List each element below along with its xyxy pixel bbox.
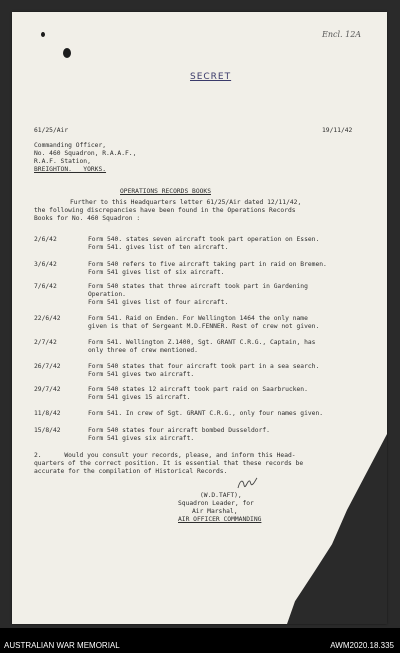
signatory-name: (W.D.TAFT), [200,492,242,499]
subject-heading: OPERATIONS RECORDS BOOKS [120,188,211,195]
signatory-title: Air Marshal, [192,508,238,515]
entry-line: Form 541 gives two aircraft. [88,371,195,378]
entry-line: Form 540 states 12 aircraft took part raid on Saarbrucken. [88,386,308,393]
entry-date: 2/7/42 [34,339,57,346]
address-line: R.A.F. Station, [34,158,91,165]
entry-line: Form 541 gives list of four aircraft. [88,299,229,306]
entry-line: Form 540 states four aircraft bombed Dusseldorf. [88,427,270,434]
intro-line: the following discrepancies have been found in the Operations Records [34,207,296,214]
entry-date: 26/7/42 [34,363,61,370]
entry-date: 29/7/42 [34,386,61,393]
classification-stamp: SECRET [190,72,232,82]
entry-line: Form 540 refers to five aircraft taking part in raid on Bremen. [88,261,327,268]
closing-line: quarters of the correct position. It is essential that these records be [34,460,304,467]
punch-hole [63,48,71,58]
handwritten-signature [236,476,258,492]
signatory-rank: Squadron Leader, for [178,500,254,507]
entry-date: 3/6/42 [34,261,57,268]
entry-line: given is that of Sergeant M.D.FENNER. Rest of crew not given. [88,323,320,330]
entry-line: Form 541 gives 15 aircraft. [88,394,191,401]
entry-date: 2/6/42 [34,236,57,243]
archive-footer [0,628,400,653]
intro-line: Books for No. 460 Squadron : [34,215,141,222]
entry-line: Form 540 states that four aircraft took part in a sea search. [88,363,320,370]
entry-date: 11/8/42 [34,410,61,417]
institution-name: AUSTRALIAN WAR MEMORIAL [4,641,120,650]
entry-line: Form 540. states seven aircraft took part operation on Essen. [88,236,320,243]
letter-date: 19/11/42 [322,127,353,134]
entry-line: Form 541. Raid on Emden. For Wellington 1464 the only name [88,315,308,322]
closing-line: 2. Would you consult your records, please, and inform this Head- [34,452,296,459]
entry-line: Form 541. gives list of ten aircraft. [88,244,229,251]
entry-line: Operation. [88,291,126,298]
accession-number: AWM2020.18.335 [330,641,394,650]
signatory-title: AIR OFFICER COMMANDING [178,516,262,523]
entry-date: 15/8/42 [34,427,61,434]
entry-line: Form 541. In crew of Sgt. GRANT C.R.G., only four names given. [88,410,324,417]
entry-line: only three of crew mentioned. [88,347,198,354]
file-reference: 61/25/Air [34,127,69,134]
entry-date: 7/6/42 [34,283,57,290]
closing-line: accurate for the compilation of Historical Records. [34,468,228,475]
entry-line: Form 541. Wellington Z.1400, Sgt. GRANT C.R.G., Captain, has [88,339,316,346]
entry-line: Form 541 gives list of six aircraft. [88,269,225,276]
intro-line: Further to this Headquarters letter 61/25/Air dated 12/11/42, [70,199,302,206]
entry-date: 22/6/42 [34,315,61,322]
entry-line: Form 541 gives six aircraft. [88,435,195,442]
address-line: Commanding Officer, [34,142,107,149]
address-line: No. 460 Squadron, R.A.A.F., [34,150,137,157]
address-line: BREIGHTON. YORKS. [34,166,107,173]
entry-line: Form 540 states that three aircraft took part in Gardening [88,283,308,290]
handwritten-reference: Encl. 12A [322,30,362,39]
ink-mark [41,32,45,37]
